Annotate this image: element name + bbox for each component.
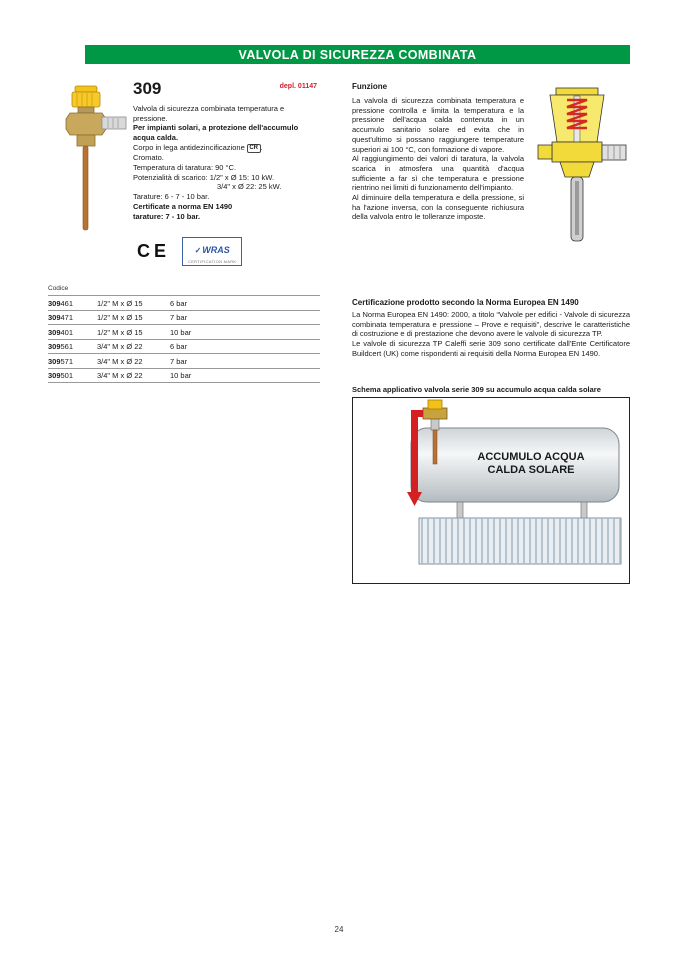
certificazione-paragraph: Le valvole di sicurezza TP Caleffi serie 309 sono certificate dall'Ente Certificatore Buildcert (UK) come rispondenti ai requisiti della Norma Europea EN 1490. [352,339,630,358]
certification-logos [137,237,242,266]
table-row [48,310,320,325]
valve-photo-illustration [52,84,130,236]
setting-cell: 10 bar [170,371,192,380]
description-line: Potenzialità di scarico: 1/2" x Ø 15: 10 kW. [133,172,275,182]
setting-cell: 6 bar [170,298,188,308]
safety-valve-body [423,408,447,419]
tank-label-line1: ACCUMULO ACQUA [477,451,585,463]
code-cell [48,299,97,308]
solar-collector-hatch [419,518,621,564]
valve-probe [433,430,437,464]
product-photo [52,84,130,236]
certificazione-title: Certificazione prodotto secondo la Norma Europea EN 1490 [352,298,579,307]
code-suffix: 571 [60,356,74,366]
code-prefix: 309 [48,327,61,337]
table-header-codice: Codice [48,285,69,292]
description-line: Temperatura di taratura: 90 °C. [133,163,237,173]
code-prefix: 309 [48,298,61,308]
description-line: Cromato. [133,153,164,163]
code-cell [48,371,97,380]
code-suffix: 401 [60,327,74,337]
product-heading-row [133,80,317,97]
code-prefix: 309 [48,371,61,380]
funzione-title: Funzione [352,82,388,91]
code-cell [48,342,97,351]
valve-cross-section [524,84,630,289]
setting-cell: 7 bar [170,313,188,322]
table-row [48,339,320,354]
description-line: Tarature: 6 - 7 - 10 bar. [133,192,210,202]
code-suffix: 561 [60,342,74,351]
cr-alloy-icon: CR [247,144,261,153]
table-row [48,368,320,383]
funzione-paragraph: Al diminuire della temperatura e della pressione, si ha l'azione inversa, con la conseguente richiusura della valvola entro le tolleranze imposte. [352,193,524,222]
codes-table [48,285,320,383]
funzione-paragraph: La valvola di sicurezza combinata temperatura e pressione controlla e limita la temperatura e la pressione dell'acqua calda contenuta in un accumulo sanitario solare ed evita che in quest'ultimo si possano raggiungere temperature superiori ai 100 °C, con formazione di vapore. [352,96,524,154]
solar-tank-schema-drawing [353,398,629,583]
description-text: . [260,142,263,152]
schema-diagram [352,397,630,584]
tank-label-line2: CALDA SOLARE [487,464,575,476]
discharge-pipe-vertical [411,410,418,492]
wras-logo [182,237,242,266]
collector-pipe [581,502,587,518]
code-cell [48,357,97,366]
page-number: 24 [334,925,344,934]
page-title: VALVOLA DI SICUREZZA COMBINATA [238,47,477,62]
size-cell: 1/2" M x Ø 15 [97,327,143,337]
product-info [133,80,317,221]
code-prefix: 309 [48,342,61,351]
certificazione-paragraph: La Norma Europea EN 1490: 2000, a titolo “Valvole per edifici - Valvole di sicurezza combinata temperatura e pressione – Prove e requisiti”, descrive le caratteristiche di costruzione e di prestazione che devono avere le valvole di sicurezza TP. [352,310,630,339]
collector-pipe [457,502,463,518]
description-line: 3/4" x Ø 22: 25 kW. [217,182,282,192]
size-cell: 1/2" M x Ø 15 [97,298,143,308]
table-row [48,295,320,310]
size-cell: 3/4" M x Ø 22 [97,342,143,351]
depliant-reference: depl. 01147 [279,83,317,90]
description-line: Valvola di sicurezza combinata temperatura e pressione. [133,104,285,123]
description-text: Corpo in lega antidezincificazione [133,142,245,152]
code-cell [48,328,97,337]
setting-cell: 7 bar [170,356,188,366]
valve-cross-section-drawing [524,84,630,289]
code-suffix: 461 [60,298,74,308]
tank-connection-pipe [431,418,439,430]
description-line-bold: Per impianti solari, a protezione dell'accumulo acqua calda. [133,123,299,143]
product-description [133,104,311,221]
funzione-paragraph: Al raggiungimento dei valori di taratura, la valvola scarica in atmosfera una quantità d'acqua sufficiente a far sì che temperatura e pressione rientrino nei limiti di funzionamento dell'impianto. [352,154,524,193]
description-line-bold: tarature: 7 - 10 bar. [133,211,201,221]
schema-caption: Schema applicativo valvola serie 309 su accumulo acqua calda solare [352,385,601,394]
page-header-bar [85,45,630,64]
wras-label: WRAS [202,245,230,255]
setting-cell: 6 bar [170,342,188,351]
safety-valve-cap [428,400,442,409]
wras-check-icon: ✓ [194,246,202,255]
description-line [133,143,311,154]
table-row [48,324,320,339]
series-number: 309 [133,79,162,98]
size-cell: 3/4" M x Ø 22 [97,356,143,366]
size-cell: 3/4" M x Ø 22 [97,371,143,380]
code-suffix: 471 [60,313,74,322]
size-cell: 1/2" M x Ø 15 [97,313,143,322]
table-body [48,295,320,383]
wras-subtitle: CERTIFICATION MARK [188,259,237,264]
funzione-section [352,82,524,222]
code-prefix: 309 [48,313,61,322]
description-line-bold: Certificate a norma EN 1490 [133,201,233,211]
ce-mark-icon: CE [137,241,171,261]
code-cell [48,313,97,322]
table-row [48,353,320,368]
code-suffix: 501 [60,371,74,380]
code-prefix: 309 [48,356,61,366]
setting-cell: 10 bar [170,327,192,337]
certificazione-section [352,298,630,359]
